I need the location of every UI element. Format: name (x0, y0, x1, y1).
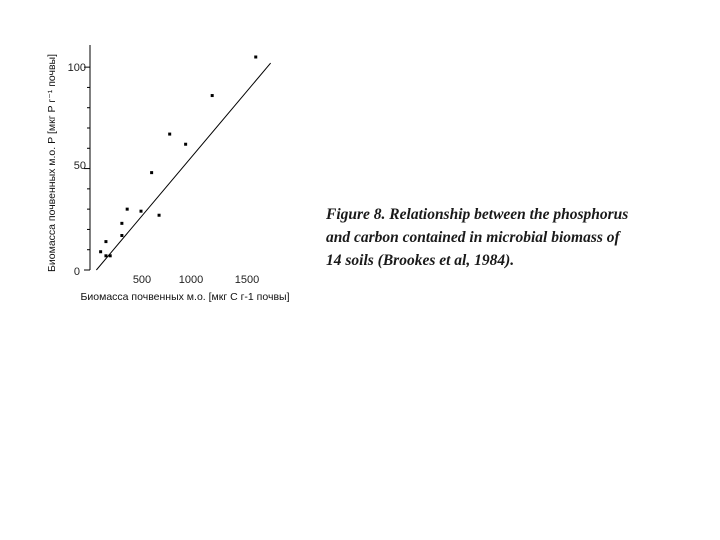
data-point (211, 94, 214, 97)
y-axis-label: Биомасса почвенных м.о. Р [мкг Р г⁻¹ почвы] (46, 53, 58, 273)
trend-line (96, 63, 270, 270)
figure-caption (326, 203, 716, 272)
x-tick-label-500: 500 (132, 274, 152, 286)
data-point (109, 254, 112, 257)
data-point (120, 222, 123, 225)
data-point (120, 234, 123, 237)
data-point (126, 208, 129, 211)
y-tick-label-50: 50 (73, 160, 86, 172)
data-point (254, 56, 257, 59)
data-point (184, 143, 187, 146)
data-point (158, 214, 161, 217)
data-point (104, 240, 107, 243)
y-tick-label-100: 100 (67, 62, 86, 74)
data-point (140, 210, 143, 213)
x-axis-label: Биомасса почвенных м.о. [мкг С г-1 почвы] (80, 291, 290, 303)
y-tick-label-0: 0 (73, 266, 80, 278)
data-point (168, 133, 171, 136)
caption-line-1: Figure 8. Relationship between the phosphorus (326, 206, 629, 223)
x-tick-label-1000: 1000 (178, 274, 204, 286)
x-tick-label-1500: 1500 (234, 274, 260, 286)
data-points (99, 56, 257, 258)
data-point (150, 171, 153, 174)
caption-line-3: 14 soils (Brookes et al, 1984). (326, 252, 515, 269)
data-point (104, 254, 107, 257)
data-point (99, 250, 102, 253)
caption-line-2: and carbon contained in microbial biomass of (326, 229, 620, 246)
